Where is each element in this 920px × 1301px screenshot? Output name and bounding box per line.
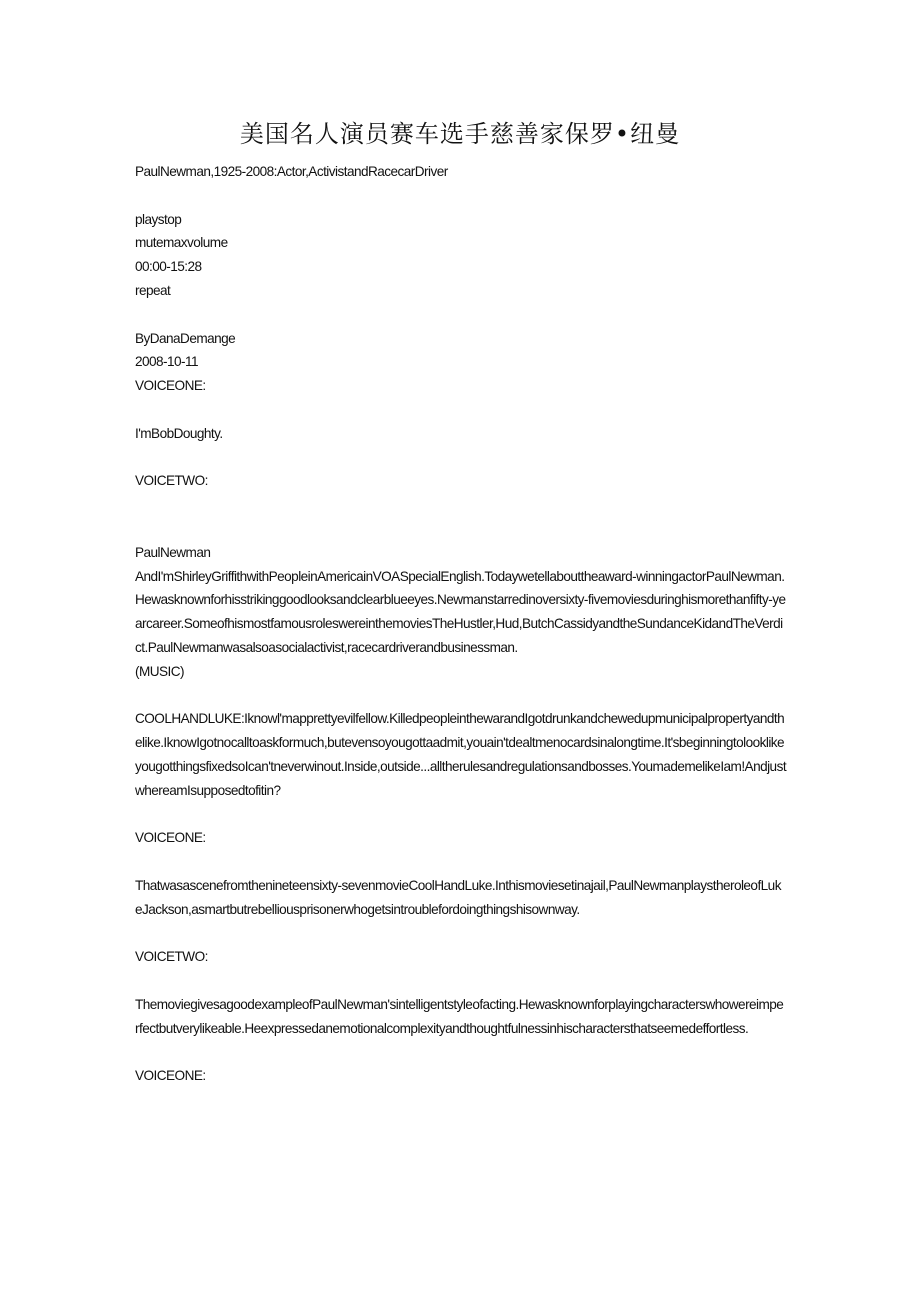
play-stop-control[interactable]: playstop: [135, 211, 182, 227]
quote-paragraph: COOLHANDLUKE:Iknowl'mapprettyevilfellow.KilledpeopleinthewarandIgotdrunkandchewedupmunicipalpropertyandthelike.IknowIgotnocalltoaskformuch,butevensoyougottaadmit,youain'tdealtmenocardsinalongtime.It'sbeginningtolooklikeyougotthingsfixedsoIcan'tneverwinout.Inside,outside...alltherulesandregulationsandbosses.YoumademelikeIam!AndjustwhereamIsupposedtofitin?: [135, 711, 787, 798]
speaker-label: VOICEONE:: [135, 830, 206, 846]
speaker-label: VOICEONE:: [135, 378, 206, 394]
time-readout: 00:00-15:28: [135, 259, 202, 275]
byline: ByDanaDemange: [135, 330, 236, 346]
paragraph: ThemoviegivesagoodexampleofPaulNewman'sintelligentstyleofacting.Hewasknownforplayingcharacterswhowereimperfectbutverylikeable.Heexpressedanemotionalcomplexityandthoughtfulnessinhischaractersthatseemedeffortless.: [135, 996, 784, 1036]
repeat-control[interactable]: repeat: [135, 282, 171, 298]
music-cue: (MUSIC): [135, 663, 185, 679]
intro-line: I'mBobDoughty.: [135, 425, 223, 441]
speaker-label: VOICEONE:: [135, 1068, 206, 1084]
speaker-label: VOICETWO:: [135, 473, 208, 489]
document-body: [135, 160, 787, 1088]
subtitle: PaulNewman,1925-2008:Actor,ActivistandRacecarDriver: [135, 164, 448, 179]
paragraph: AndI'mShirleyGriffithwithPeopleinAmericainVOASpecialEnglish.Todaywetellabouttheaward-winningactorPaulNewman.Hewasknownforhisstrikinggoodlooksandclearblueeyes.Newmanstarredinoversixty-fivemoviesduringhismorethanfifty-yearcareer.SomeofhismostfamousroleswereinthemoviesTheHustler,Hud,ButchCassidyandtheSundanceKidandTheVerdict.PaulNewmanwasalsoasocialactivist,racecardriverandbusinessman.: [135, 568, 786, 655]
image-caption: PaulNewman: [135, 544, 211, 560]
paragraph: Thatwasascenefromthenineteensixty-sevenmovieCoolHandLuke.Inthismoviesetinajail,PaulNewmanplaystheroleofLukeJackson,asmartbutrebelliousprisonerwhogetsintroublefordoingthingshisownway.: [135, 877, 781, 917]
speaker-label: VOICETWO:: [135, 949, 208, 965]
mute-volume-control[interactable]: mutemaxvolume: [135, 235, 228, 251]
page-title: 美国名人演员赛车选手慈善家保罗•纽曼: [239, 120, 681, 148]
date: 2008-10-11: [135, 354, 199, 370]
